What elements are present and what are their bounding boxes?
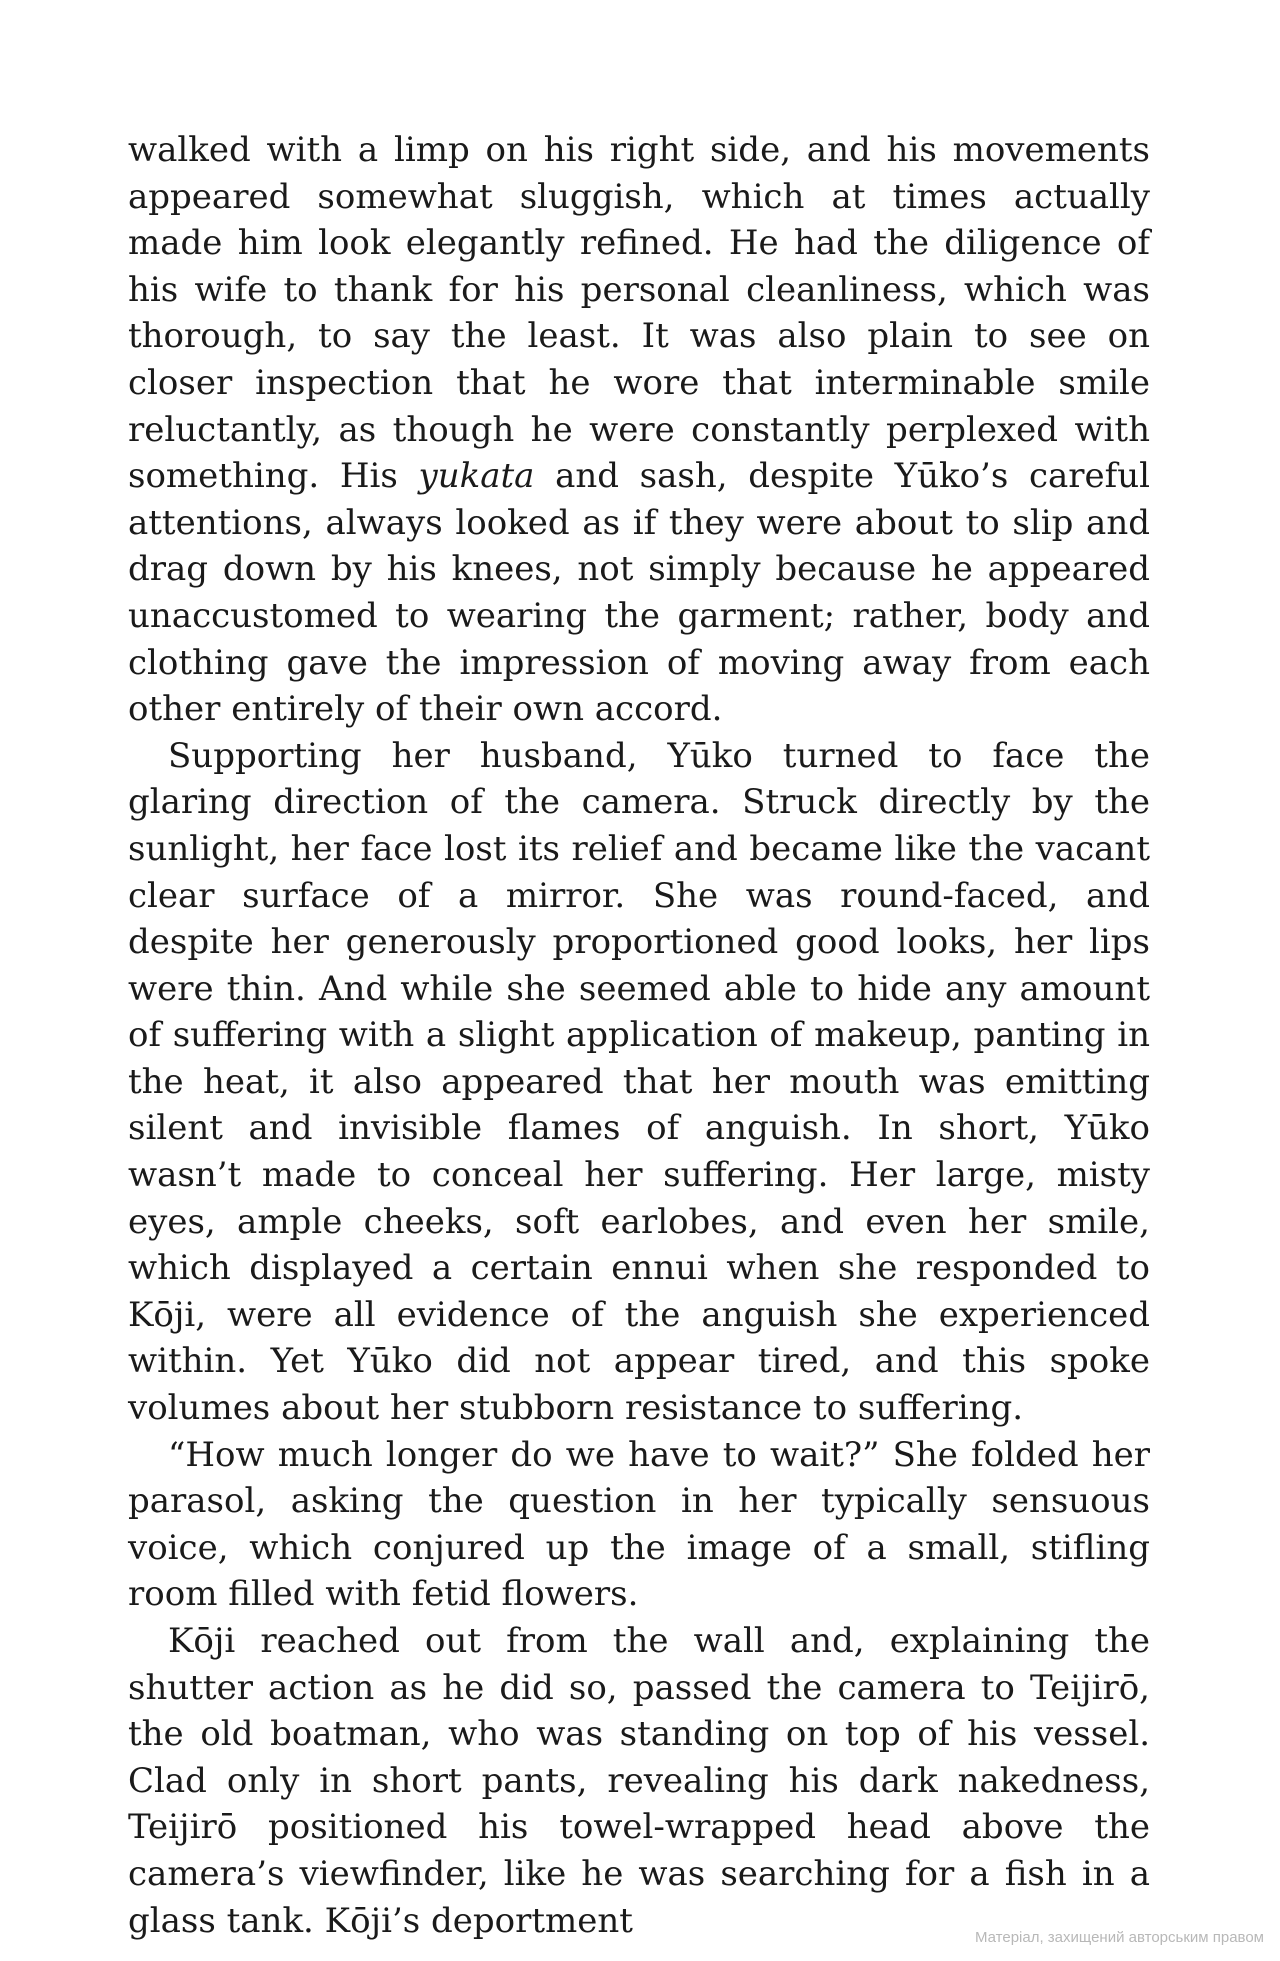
paragraph-2-text: Supporting her husband, Yūko turned to face the glaring direction of the camera. Struck directly by the sunlight, her face lost its relief and became like the vacant clear surface of a mirror. She was round-faced, and despite her generously proportioned good looks, her lips were thin. And while she seemed able to hide any amount of suffering with a slight application of makeup, panting in the heat, it also appeared that her mouth was emitting silent and invisible flames of anguish. In short, Yūko wasn’t made to conceal her suffering. Her large, misty eyes, ample cheeks, soft earlobes, and even her smile, which displayed a certain ennui when she responded to Kōji, were all evidence of the anguish she experienced within. Yet Yūko did not appear tired, and this spoke volumes about her stubborn resistance to suffering. [128, 735, 1150, 1429]
copyright-watermark: Матеріал, захищений авторським правом [974, 1929, 1264, 1946]
paragraph-3-text: “How much longer do we have to wait?” She folded her parasol, asking the question in her typically sensuous voice, which conjured up the image of a small, stifling room filled with fetid flowers. [128, 1434, 1150, 1615]
paragraph-1-italic-yukata: yukata [418, 456, 535, 497]
book-page-text [128, 127, 1150, 1944]
paragraph-1 [128, 127, 1150, 733]
paragraph-4-text: Kōji reached out from the wall and, explaining the shutter action as he did so, passed the camera to Teijirō, the old boatman, who was standing on top of his vessel. Clad only in short pants, revealing his dark nakedness, Teijirō positioned his towel-wrapped head above the camera’s viewfinder, like he was searching for a fish in a glass tank. Kōji’s deportment [128, 1621, 1150, 1941]
paragraph-1-text-a: walked with a limp on his right side, and his movements appeared somewhat sluggish, which at times actually made him look elegantly refined. He had the diligence of his wife to thank for his personal cleanliness, which was thorough, to say the least. It was also plain to see on closer inspection that he wore that interminable smile reluctantly, as though he were constantly perplexed with something. His [128, 130, 1150, 497]
paragraph-4 [128, 1618, 1150, 1944]
paragraph-3 [128, 1432, 1150, 1618]
paragraph-1-text-b: and sash, despite Yūko’s careful attentions, always looked as if they were about to slip and drag down by his knees, not simply because he appeared unaccustomed to wearing the garment; rather, body and clothing gave the impression of moving away from each other entirely of their own accord. [128, 456, 1150, 730]
paragraph-2 [128, 733, 1150, 1432]
